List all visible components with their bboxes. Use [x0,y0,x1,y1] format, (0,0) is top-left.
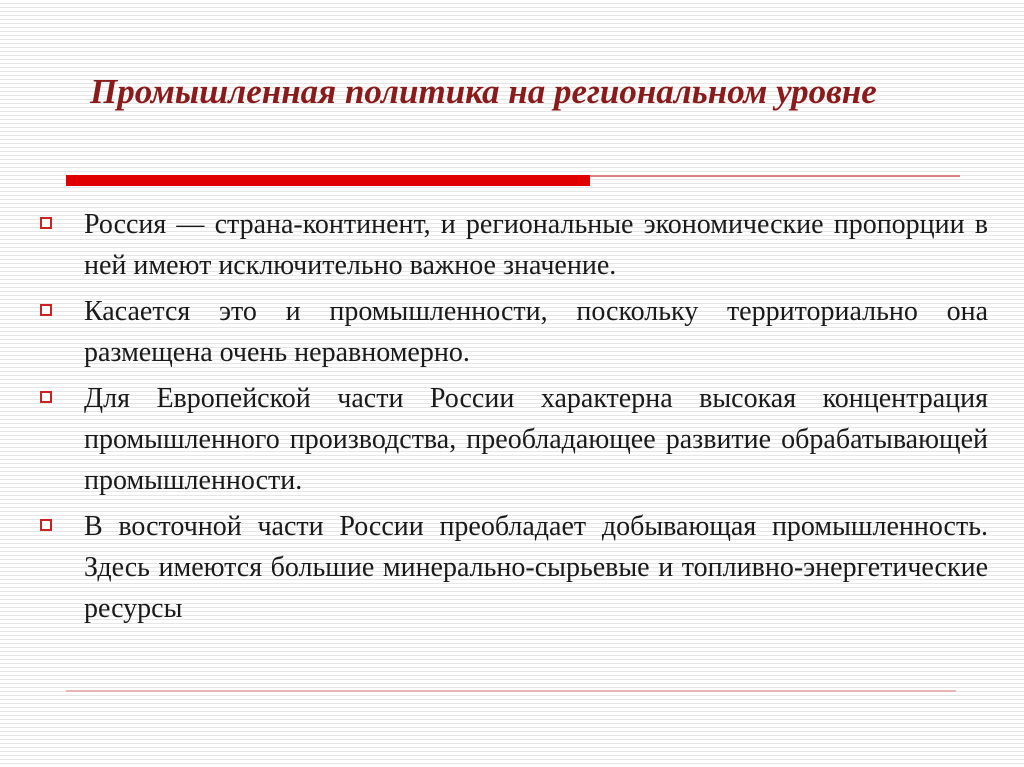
bullet-text: В восточной части России преобладает добывающая промышленность. Здесь имеются большие минерально-сырьевые и топливно-энергетические ресурсы [84,511,988,624]
bullet-item [38,291,988,373]
square-bullet-icon [40,304,52,316]
slide-title: Промышленная политика на региональном уровне [90,72,877,111]
square-bullet-icon [40,217,52,229]
square-bullet-icon [40,391,52,403]
bottom-divider [66,690,956,692]
bullet-list [38,204,988,634]
bullet-item [38,378,988,501]
bullet-item [38,204,988,286]
bullet-item [38,506,988,629]
title-accent-bar [66,175,590,186]
bullet-text: Для Европейской части России характерна высокая концентрация промышленного производства, преобладающее развитие обрабатывающей промышленности. [84,383,988,496]
title-accent-line [590,175,960,177]
bullet-text: Касается это и промышленности, поскольку территориально она размещена очень неравномерно. [84,296,988,368]
square-bullet-icon [40,519,52,531]
bullet-text: Россия — страна-континент, и региональные экономические пропорции в ней имеют исключительно важное значение. [84,209,988,281]
